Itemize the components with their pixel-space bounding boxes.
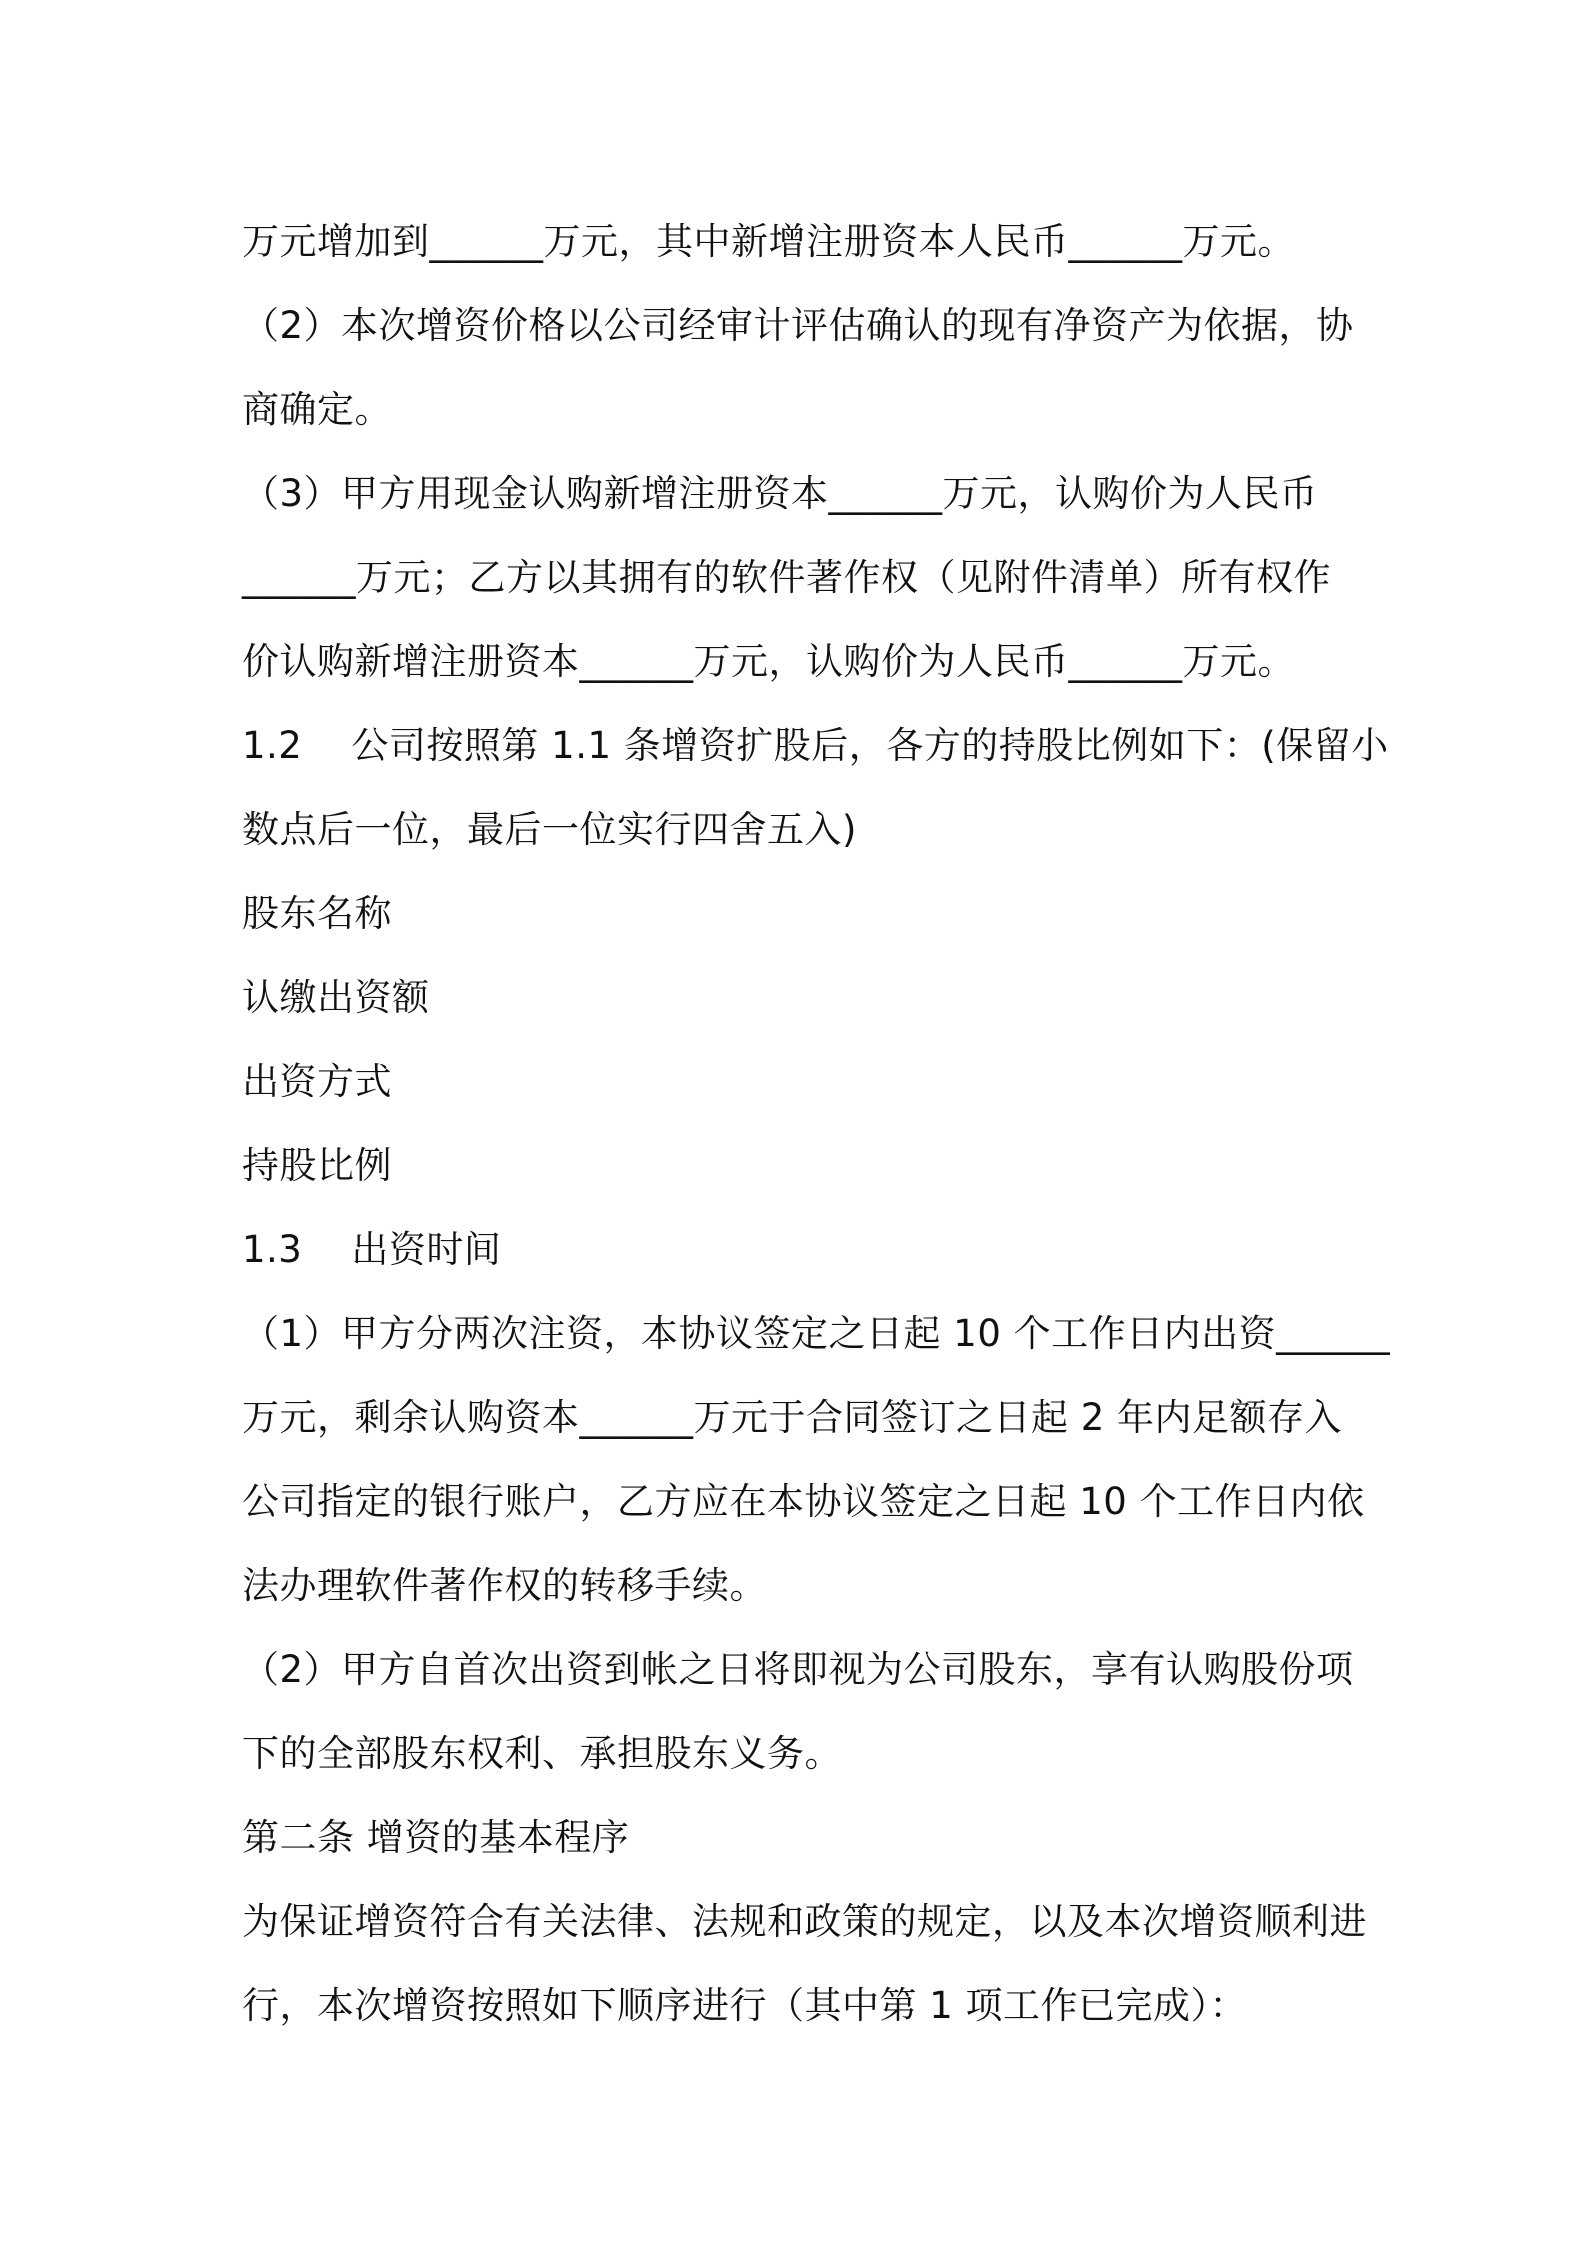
text-line: 为保证增资符合有关法律、法规和政策的规定，以及本次增资顺利进 <box>242 1900 1367 1943</box>
text-line: （2）甲方自首次出资到帐之日将即视为公司股东，享有认购股份项 <box>242 1648 1354 1691</box>
table-label-shareholding-ratio: 持股比例 <box>242 1144 392 1187</box>
document-body <box>242 200 1391 2048</box>
text-line: 下的全部股东权利、承担股东义务。 <box>242 1732 842 1775</box>
section-heading-1-2: 1.2 公司按照第 1.1 条增资扩股后，各方的持股比例如下：(保留小 <box>242 724 1389 767</box>
text-line: 万元，剩余认购资本______万元于合同签订之日起 2 年内足额存入 <box>242 1396 1343 1439</box>
section-heading-1-3: 1.3 出资时间 <box>242 1228 502 1271</box>
table-label-shareholder-name: 股东名称 <box>242 892 392 935</box>
article-heading: 第二条 增资的基本程序 <box>242 1816 630 1859</box>
text-line: （1）甲方分两次注资，本协议签定之日起 10 个工作日内出资______ <box>242 1312 1391 1355</box>
text-line: （2）本次增资价格以公司经审计评估确认的现有净资产为依据，协 <box>242 304 1354 347</box>
table-label-subscribed-amount: 认缴出资额 <box>242 976 430 1019</box>
text-line: 法办理软件著作权的转移手续。 <box>242 1564 767 1607</box>
table-label-contribution-method: 出资方式 <box>242 1060 392 1103</box>
text-line: 行，本次增资按照如下顺序进行（其中第 1 项工作已完成）： <box>242 1984 1248 2027</box>
text-line: （3）甲方用现金认购新增注册资本______万元，认购价为人民币 <box>242 472 1318 515</box>
text-line: 公司指定的银行账户，乙方应在本协议签定之日起 10 个工作日内依 <box>242 1480 1365 1523</box>
text-line: ______万元；乙方以其拥有的软件著作权（见附件清单）所有权作 <box>242 556 1331 599</box>
text-line: 万元增加到______万元，其中新增注册资本人民币______万元。 <box>242 220 1295 263</box>
text-line: 数点后一位，最后一位实行四舍五入) <box>242 808 857 851</box>
text-line: 价认购新增注册资本______万元，认购价为人民币______万元。 <box>242 640 1295 683</box>
text-line: 商确定。 <box>242 388 392 431</box>
